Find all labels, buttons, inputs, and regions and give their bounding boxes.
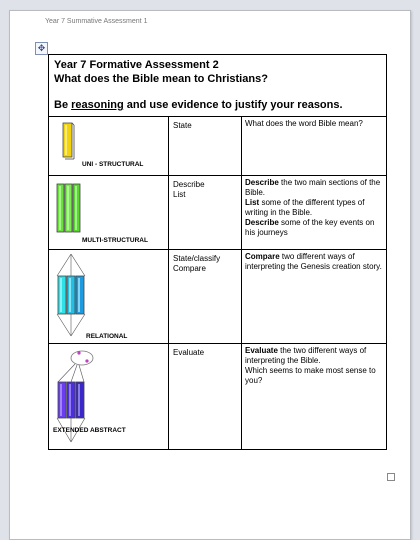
description-cell: What does the word Bible mean?: [242, 117, 387, 176]
extended-abstract-icon: [49, 344, 169, 450]
solo-level-label: UNI - STRUCTURAL: [82, 161, 144, 168]
description-cell: Evaluate the two different ways of interpreting the Bible. Which seems to make most sense to you?: [242, 344, 387, 450]
table-row: [49, 117, 387, 176]
assessment-instruction: Be reasoning and use evidence to justify your reasons.: [54, 99, 343, 111]
solo-level-cell: [49, 117, 169, 176]
task-cell: Evaluate: [169, 344, 242, 450]
assessment-question: What does the Bible mean to Christians?: [54, 73, 268, 85]
task-cell: State/classify Compare: [169, 250, 242, 344]
table-move-handle-icon[interactable]: ✥: [35, 42, 48, 55]
assessment-table: [48, 54, 387, 450]
relational-icon: [49, 250, 169, 344]
task-cell: Describe List: [169, 176, 242, 250]
table-row: [49, 250, 387, 344]
page-header: Year 7 Summative Assessment 1: [45, 18, 148, 25]
solo-level-cell: [49, 176, 169, 250]
solo-level-label: EXTENDED ABSTRACT: [53, 427, 126, 434]
assessment-title: Year 7 Formative Assessment 2: [54, 59, 219, 71]
table-row: [49, 344, 387, 450]
emphasis-word: reasoning: [71, 99, 124, 111]
title-cell: [49, 55, 387, 117]
solo-level-cell: [49, 250, 169, 344]
solo-level-cell: [49, 344, 169, 450]
table-row: [49, 176, 387, 250]
description-cell: Describe the two main sections of the Bible. List some of the different types of writing in the Bible. Describe some of the key events on his journeys: [242, 176, 387, 250]
description-cell: Compare two different ways of interpreting the Genesis creation story.: [242, 250, 387, 344]
solo-level-label: RELATIONAL: [86, 333, 128, 340]
task-cell: State: [169, 117, 242, 176]
table-resize-handle[interactable]: [387, 473, 395, 481]
solo-level-label: MULTI-STRUCTURAL: [82, 237, 148, 244]
